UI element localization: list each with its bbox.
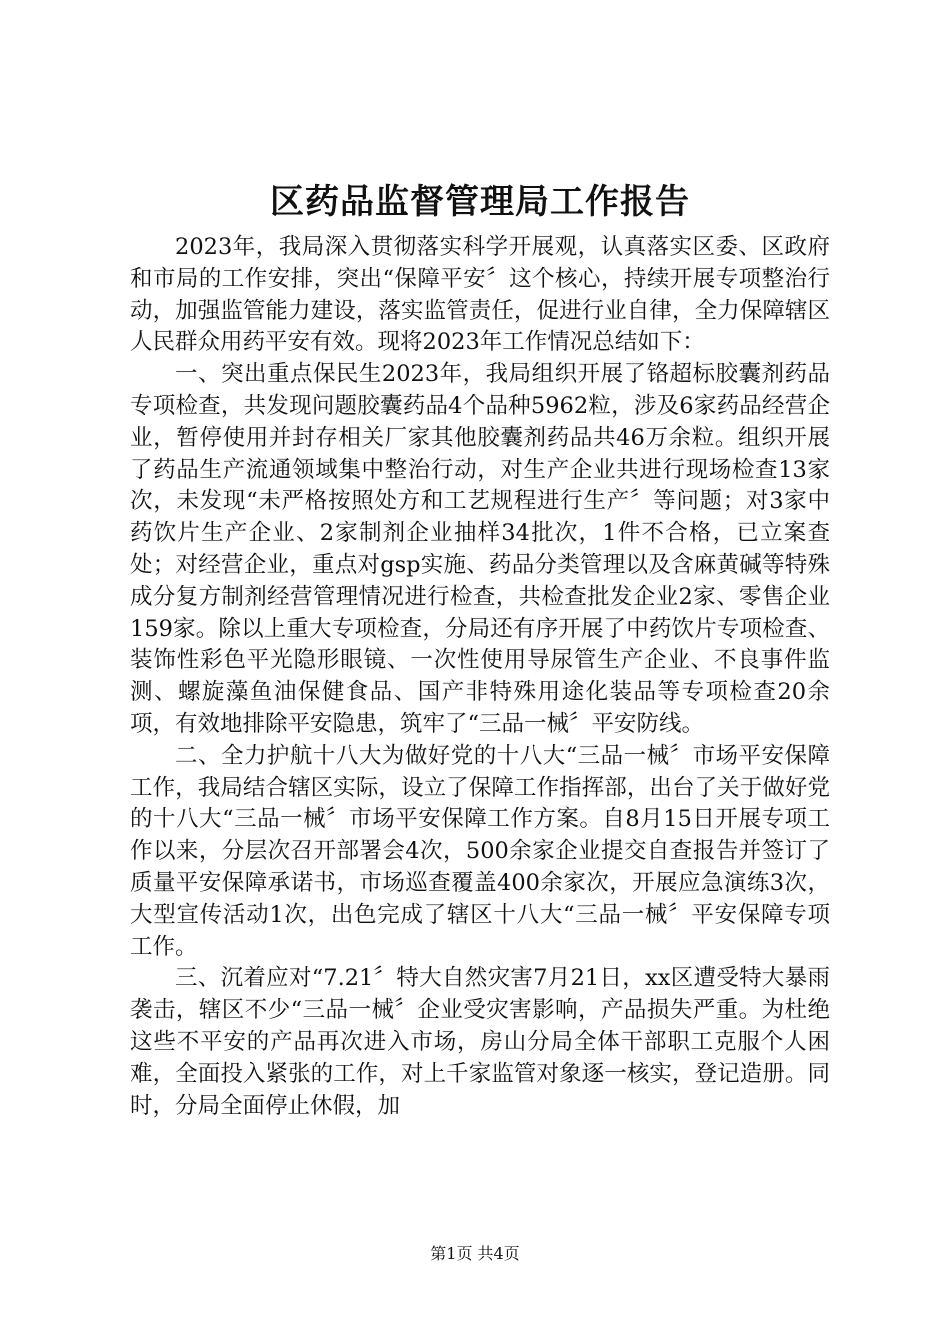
paragraph-section-3: 三、沉着应对“7.21〞特大自然灾害7月21日，xx区遭受特大暴雨袭击，辖区不少“三品一械〞企业受灾害影响，产品损失严重。为杜绝这些不平安的产品再次进入市场，房山分局全体干部职工克服个人困难，全面投入紧张的工作，对上千家监管对象逐一核实，登记造册。同时，分局全面停止休假，加 bbox=[130, 965, 830, 1119]
paragraph-section-1: 一、突出重点保民生2023年，我局组织开展了铬超标胶囊剂药品专项检查，共发现问题胶囊药品4个品种5962粒，涉及6家药品经营企业，暂停使用并封存相关厂家其他胶囊剂药品共46万余粒。组织开展了药品生产流通领域集中整治行动，对生产企业共进行现场检查13家次，未发现“未严格按照处方和工艺规程进行生产〞等问题；对3家中药饮片生产企业、2家制剂企业抽样34批次，1件不合格，已立案查处；对经营企业，重点对gsp实施、药品分类管理以及含麻黄碱等特殊成分复方制剂经营管理情况进行检查，共检查批发企业2家、零售企业159家。除以上重大专项检查，分局还有序开展了中药饮片专项检查、装饰性彩色平光隐形眼镜、一次性使用导尿管生产企业、不良事件监测、螺旋藻鱼油保健食品、国产非特殊用途化装品等专项检查20余项，有效地排除平安隐患，筑牢了“三品一械〞平安防线。 bbox=[130, 361, 830, 737]
paragraph-intro: 2023年，我局深入贯彻落实科学开展观，认真落实区委、区政府和市局的工作安排，突出“保障平安〞这个核心，持续开展专项整治行动，加强监管能力建设，落实监管责任，促进行业自律，全力保障辖区人民群众用药平安有效。现将2023年工作情况总结如下： bbox=[130, 234, 830, 356]
page-footer: 第1页 共4页 bbox=[430, 1244, 520, 1263]
paragraph-section-2: 二、全力护航十八大为做好党的十八大“三品一械〞市场平安保障工作，我局结合辖区实际，设立了保障工作指挥部，出台了关于做好党的十八大“三品一械〞市场平安保障工作方案。自8月15日开展专项工作以来，分层次召开部署会4次，500余家企业提交自查报告并签订了质量平安保障承诺书，市场巡查覆盖400余家次，开展应急演练3次，大型宣传活动1次，出色完成了辖区十八大“三品一械〞平安保障专项工作。 bbox=[130, 742, 830, 960]
document-title: 区药品监督管理局工作报告 bbox=[270, 182, 690, 222]
document-body bbox=[130, 232, 830, 1122]
